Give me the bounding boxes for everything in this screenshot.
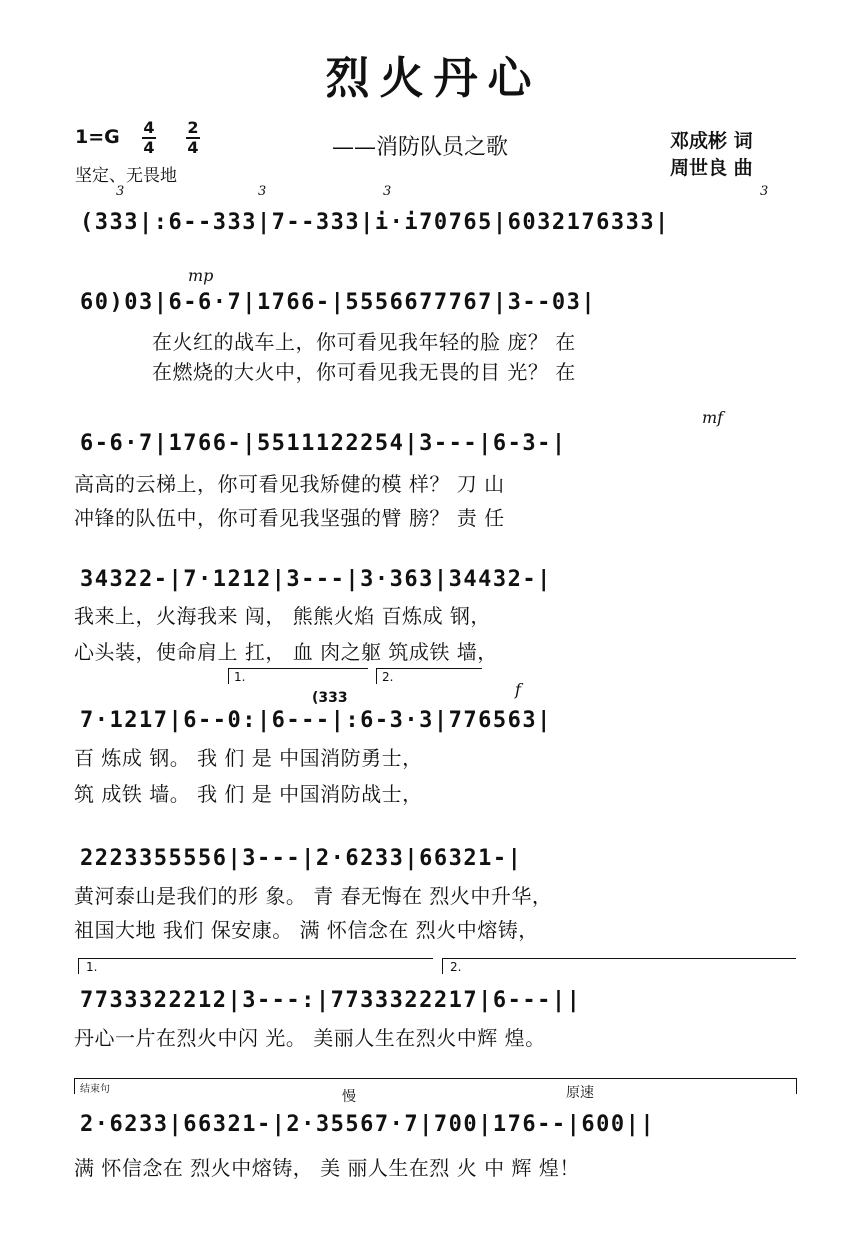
lyrics-row-2-verse-2: 在燃烧的大火中，你可看见我无畏的目 光？ 在 xyxy=(152,360,576,384)
lyrics-row-2-verse-1: 在火红的战车上，你可看见我年轻的脸 庞？ 在 xyxy=(152,330,576,354)
volta-label-2: 2. xyxy=(450,960,462,974)
notation-row-3: 6-6·7|1766-|5511122254|3---|6-3-| xyxy=(80,431,567,456)
ending-label: 结束句 xyxy=(80,1084,110,1095)
volta-bracket-1 xyxy=(228,668,368,669)
tempo-original: 原速 xyxy=(566,1085,594,1101)
lyrics-row-6-verse-2: 祖国大地 我们 保安康。 满 怀信念在 烈火中熔铸， xyxy=(74,918,539,942)
tempo-slow: 慢 xyxy=(342,1089,356,1105)
composer-credit: 周世良 曲 xyxy=(670,157,753,179)
notation-row-2: 60)03|6-6·7|1766-|5556677767|3--03| xyxy=(80,290,597,315)
lyrics-row-3-verse-2: 冲锋的队伍中，你可看见我坚强的臂 膀？ 责 任 xyxy=(74,506,505,530)
tempo-marking: 坚定、无畏地 xyxy=(75,166,177,186)
triplet-mark: 3 xyxy=(258,184,267,199)
notation-row-4: 34322-|7·1212|3---|3·363|34432-| xyxy=(80,567,552,592)
lyrics-row-4-verse-1: 我来上，火海我来 闯， 熊熊火焰 百炼成 钢， xyxy=(74,604,491,628)
grace-triplet: (333 xyxy=(312,690,348,706)
lyrics-row-7: 丹心一片在烈火中闪 光。 美丽人生在烈火中辉 煌。 xyxy=(74,1026,546,1050)
notation-row-1: (333|:6--333|7--333|i·i70765|6032176333| xyxy=(80,210,670,235)
dynamic-mf: mf xyxy=(702,408,724,427)
volta-bracket-2 xyxy=(442,958,796,959)
ending-bracket xyxy=(74,1078,796,1079)
volta-label-1: 1. xyxy=(234,670,246,684)
ending-bracket xyxy=(796,1078,797,1094)
lyrics-row-6-verse-1: 黄河泰山是我们的形 象。 青 春无悔在 烈火中升华， xyxy=(74,884,553,908)
key-signature: 1=G xyxy=(75,126,120,148)
subtitle: ——消防队员之歌 xyxy=(332,135,509,160)
ending-bracket xyxy=(74,1078,75,1094)
lyrics-row-5-verse-2: 筑 成铁 墙。 我 们 是 中国消防战士， xyxy=(74,782,423,806)
volta-bracket-2 xyxy=(376,668,377,684)
lyrics-row-4-verse-2: 心头装，使命肩上 扛， 血 肉之躯 筑成铁 墙， xyxy=(74,640,498,664)
dynamic-f: f xyxy=(515,680,521,699)
volta-bracket-1 xyxy=(78,958,433,959)
volta-bracket-1 xyxy=(78,958,79,974)
lyrics-row-5-verse-1: 百 炼成 钢。 我 们 是 中国消防勇士， xyxy=(74,746,423,770)
notation-row-5: 7·1217|6--0:|6---|:6-3·3|776563| xyxy=(80,708,552,733)
song-title: 烈火丹心 xyxy=(325,53,542,104)
volta-label-2: 2. xyxy=(382,670,394,684)
notation-row-8: 2·6233|66321-|2·35567·7|700|176--|600|| xyxy=(80,1112,656,1137)
volta-bracket-1 xyxy=(228,668,229,684)
volta-bracket-2 xyxy=(442,958,443,974)
triplet-mark: 3 xyxy=(760,184,769,199)
notation-row-7: 7733322212|3---:|7733322217|6---|| xyxy=(80,988,582,1013)
time-signature-4-4: 4 4 xyxy=(143,118,155,157)
volta-label-1: 1. xyxy=(86,960,98,974)
time-signature-2-4: 2 4 xyxy=(187,118,199,157)
triplet-mark: 3 xyxy=(383,184,392,199)
dynamic-mp: mp xyxy=(188,266,214,285)
volta-bracket-2 xyxy=(376,668,482,669)
lyrics-row-8: 满 怀信念在 烈火中熔铸， 美 丽人生在烈 火 中 辉 煌！ xyxy=(74,1156,580,1180)
triplet-mark: 3 xyxy=(116,184,125,199)
lyrics-row-3-verse-1: 高高的云梯上，你可看见我矫健的模 样？ 刀 山 xyxy=(74,472,505,496)
lyricist-credit: 邓成彬 词 xyxy=(670,130,753,152)
notation-row-6: 2223355556|3---|2·6233|66321-| xyxy=(80,846,523,871)
